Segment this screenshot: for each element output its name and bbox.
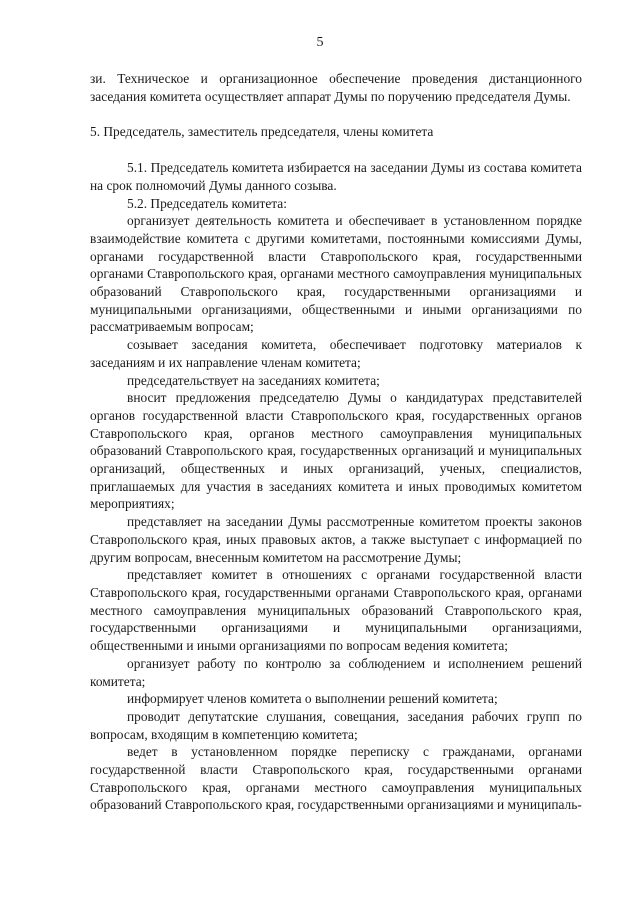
paragraph: представляет комитет в отношениях с органами государственной власти Ставропольского края, государственными органами Ставропольского края, органами местного самоуправления муниципальных образований Ставропольского края, государственными организациями и муниципальными организациями, общественными и иными организациями по вопросам ведения комитета; (90, 567, 582, 654)
paragraph: проводит депутатские слушания, совещания, заседания рабочих групп по вопросам, входящим в компетенцию комитета; (90, 708, 582, 742)
section-heading: 5. Председатель, заместитель председателя, члены комитета (90, 124, 434, 140)
paragraph: созывает заседания комитета, обеспечивает подготовку материалов к заседаниям и их направление членам комитета; (90, 337, 582, 370)
paragraph: вносит предложения председателю Думы о кандидатурах представителей органов государственной власти Ставропольского края, государственных органов Ставропольского края, органов местного самоуправления муниципальных образований Ставропольского края, государственных организаций и муниципальных организаций, общественных и иных организаций, ученых, специалистов, приглашаемых для участия в заседаниях комитета и иных проводимых комитетом мероприятиях; (90, 390, 582, 512)
page-number: 5 (316, 35, 324, 50)
paragraph: информирует членов комитета о выполнении решений комитета; (127, 691, 498, 707)
paragraph: организует работу по контролю за соблюдением и исполнением решений комитета; (90, 655, 582, 689)
paragraph: 5.1. Председатель комитета избирается на заседании Думы из состава комитета на срок полномочий Думы данного созыва. (90, 160, 582, 193)
paragraph: 5.2. Председатель комитета: (127, 195, 287, 211)
paragraph: организует деятельность комитета и обеспечивает в установленном порядке взаимодействие комитета с другими комитетами, постоянными комиссиями Думы, органами государственной власти Ставропольского края, государственными органами Ставропольского края, органами местного самоуправления муниципальных образований Ставропольского края, государственными организациями и муниципальными организациями, общественными и иными организациями по рассматриваемым вопросам; (90, 213, 582, 335)
document-body (90, 70, 582, 814)
paragraph: ведет в установленном порядке переписку с гражданами, органами государственной власти Ставропольского края, государственными органами Ставропольского края, органами местного самоуправления муниципальных образований Ставропольского края, государственными организациями и муниципаль- (90, 744, 582, 813)
continuation-paragraph: зи. Техническое и организационное обеспечение проведения дистанционного заседания комитета осуществляет аппарат Думы по поручению председателя Думы. (90, 71, 582, 104)
paragraph: председательствует на заседаниях комитета; (127, 372, 380, 388)
paragraph: представляет на заседании Думы рассмотренные комитетом проекты законов Ставропольского края, иных правовых актов, а также выступает с информацией по другим вопросам, внесенным комитетом на рассмотрение Думы; (90, 514, 582, 565)
